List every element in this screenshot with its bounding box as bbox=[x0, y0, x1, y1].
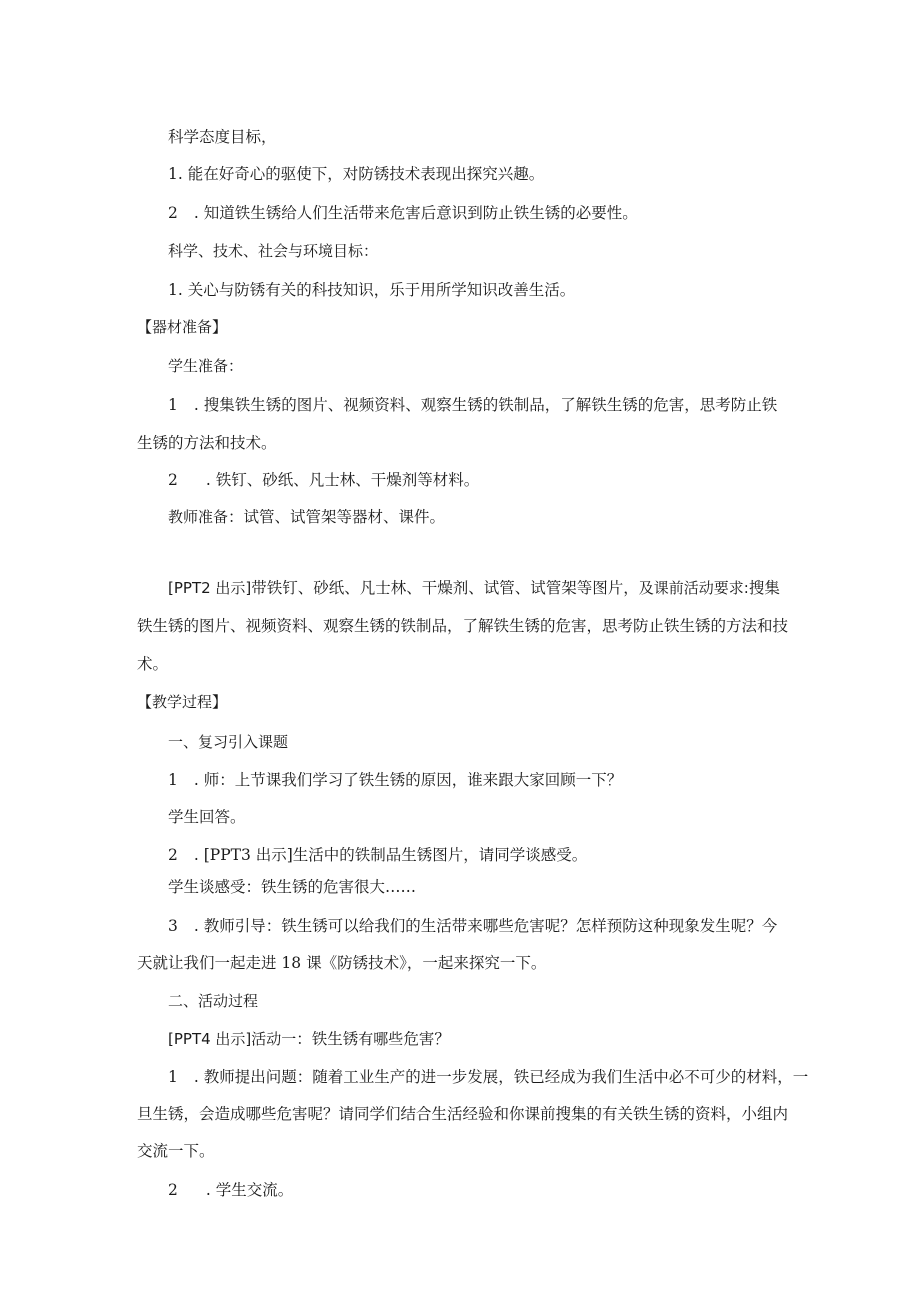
attitude-item-1: 1. 能在好奇心的驱使下，对防锈技术表现出探究兴趣。 bbox=[168, 165, 545, 183]
materials-section-heading: 【器材准备】 bbox=[137, 318, 228, 336]
student-prep-item-1 bbox=[168, 395, 777, 415]
ppt2-text: 带铁钉、砂纸、凡士林、干燥剂、试管、试管架等图片， bbox=[251, 579, 639, 597]
student-prep-item-2 bbox=[168, 470, 479, 490]
student-feeling: 学生谈感受：铁生锈的危害很大…… bbox=[168, 878, 417, 896]
activity-process-heading: 二、活动过程 bbox=[168, 992, 259, 1010]
item-number: 1 bbox=[168, 1068, 178, 1086]
activity-one-text-c: 危害？ bbox=[403, 1030, 450, 1048]
ppt2-line bbox=[168, 578, 780, 598]
ppt2-tail: 搜集 bbox=[748, 579, 780, 597]
review-item-2 bbox=[168, 845, 587, 865]
teacher-prep-label: 教师准备 bbox=[168, 508, 229, 526]
activity-one-text-a: ：铁生锈 bbox=[296, 1030, 359, 1048]
item-number: 3 bbox=[168, 917, 178, 935]
attitude-goal-heading: 科学态度目标， bbox=[168, 128, 277, 146]
activity-item-1 bbox=[168, 1067, 808, 1087]
review-item-3 bbox=[168, 916, 777, 936]
activity-item-2 bbox=[168, 1180, 293, 1200]
item-text: . 教师引导：铁生锈可以给我们的生活带来哪些危害呢？怎样预防这种现象发生呢？今 bbox=[193, 917, 778, 935]
pre-class-requirement-label: 及课前活动要求: bbox=[638, 579, 749, 597]
review-intro-heading: 一、复习引入课题 bbox=[168, 733, 289, 751]
student-answer-1: 学生回答。 bbox=[168, 808, 246, 826]
ppt2-tag: [PPT2 出示] bbox=[168, 579, 252, 597]
item-text: . 铁钉、砂纸、凡士林、干燥剂等材料。 bbox=[205, 471, 480, 489]
item-text: . [PPT3 出示]生活中的铁制品生锈图片，请同学谈感受。 bbox=[193, 846, 588, 864]
teacher-prep-line bbox=[168, 507, 445, 527]
item-text: . 搜集铁生锈的图片、视频资料、观察生锈的铁制品，了解铁生锈的危害，思考防止铁 bbox=[193, 396, 778, 414]
activity-one-text-b: 有哪些 bbox=[358, 1030, 404, 1048]
activity-item-1-cont: 旦生锈，会造成哪些危害呢？请同学们结合生活经验和你课前搜集的有关铁生锈的资料，小组内 bbox=[137, 1105, 789, 1123]
item-text: . 学生交流。 bbox=[205, 1181, 294, 1199]
activity-one-label: [PPT4 出示]活动一 bbox=[168, 1030, 297, 1048]
item-number: 2 bbox=[168, 1181, 178, 1199]
item-text: . 师：上节课我们学习了铁生锈的原因，谁来跟大家回顾一下？ bbox=[193, 771, 623, 789]
item-number: 1 bbox=[168, 396, 178, 414]
item-number: 2 bbox=[168, 204, 178, 222]
teaching-process-heading: 【教学过程】 bbox=[137, 693, 228, 711]
item-number: 2 bbox=[168, 471, 178, 489]
item-number: 2 bbox=[168, 846, 178, 864]
student-prep-heading: 学生准备： bbox=[168, 357, 244, 375]
activity-item-1-end: 交流一下。 bbox=[137, 1142, 215, 1160]
item-number: 1 bbox=[168, 771, 178, 789]
stse-item-1: 1. 关心与防锈有关的科技知识，乐于用所学知识改善生活。 bbox=[168, 281, 576, 299]
review-item-1 bbox=[168, 770, 622, 790]
ppt2-line-end: 术。 bbox=[137, 655, 169, 673]
attitude-item-2 bbox=[168, 203, 638, 223]
review-item-3-cont: 天就让我们一起走进 18 课《防锈技术》，一起来探究一下。 bbox=[137, 954, 547, 972]
activity-one-line bbox=[168, 1029, 450, 1049]
student-prep-item-1-cont: 生锈的方法和技术。 bbox=[137, 434, 277, 452]
item-text: . 教师提出问题：随着工业生产的进一步发展，铁已经成为我们生活中必不可少的材料，一 bbox=[193, 1068, 809, 1086]
teacher-prep-text: ：试管、试管架等器材、课件。 bbox=[228, 508, 446, 526]
item-text: . 知道铁生锈给人们生活带来危害后意识到防止铁生锈的必要性。 bbox=[193, 204, 638, 222]
ppt2-line-cont: 铁生锈的图片、视频资料、观察生锈的铁制品，了解铁生锈的危害，思考防止铁生锈的方法和技 bbox=[137, 617, 789, 635]
stse-goal-heading: 科学、技术、社会与环境目标： bbox=[168, 242, 379, 260]
